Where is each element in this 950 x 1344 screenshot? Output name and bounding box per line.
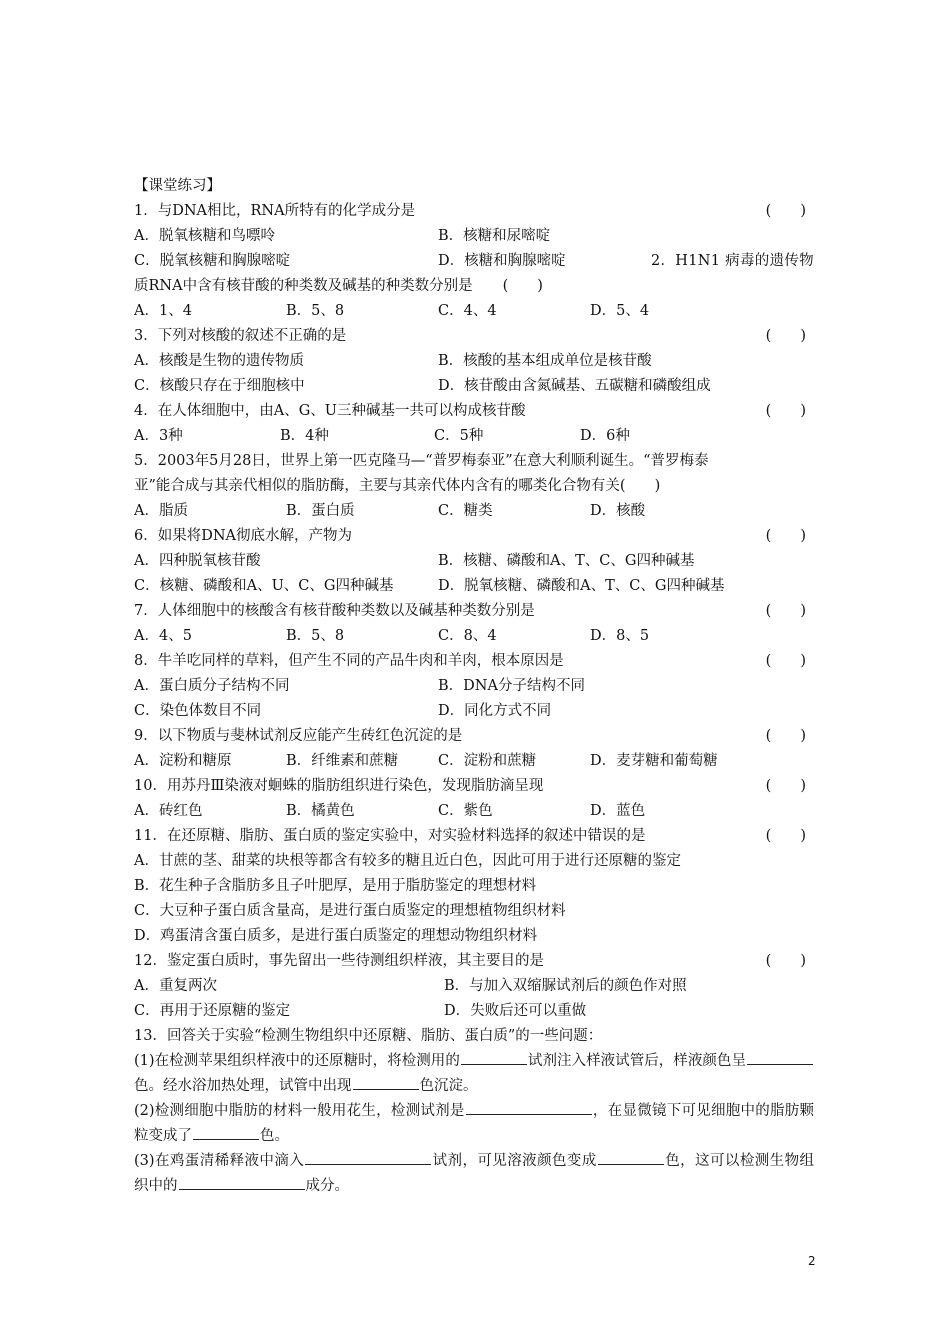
answer-blank[interactable] (461, 1050, 527, 1065)
part-text: 色，这可以检测生物组织中的 (134, 1153, 815, 1194)
option-d: D．鸡蛋清含蛋白质多，是进行蛋白质鉴定的理想动物组织材料 (134, 928, 538, 944)
page-number: 2 (808, 1254, 816, 1268)
part-text: 色沉淀。 (419, 1078, 478, 1094)
answer-blank[interactable] (353, 1075, 419, 1090)
option-a: A．重复两次 (134, 978, 217, 994)
option-c: C．糖类 (438, 503, 493, 519)
answer-bracket: ( ) (765, 653, 806, 669)
option-d: D．失败后还可以重做 (444, 1003, 587, 1019)
question-3 (134, 324, 814, 349)
question-10 (134, 774, 814, 799)
options-row (134, 499, 814, 524)
option-c: C．4、4 (438, 303, 497, 319)
options-row (134, 749, 814, 774)
options-row (134, 374, 814, 399)
question-stem: 9．以下物质与斐林试剂反应能产生砖红色沉淀的是 (134, 728, 463, 744)
option-b: B．DNA分子结构不同 (438, 678, 585, 694)
option-a: A．砖红色 (134, 803, 203, 819)
option-b: B．核糖、磷酸和A、T、C、G四种碱基 (438, 553, 695, 569)
options-row (134, 974, 814, 999)
option-c: C．核糖、磷酸和A、U、C、G四种碱基 (134, 578, 394, 594)
option-a: A．脱氧核糖和鸟嘌呤 (134, 228, 275, 244)
question-13: 13．回答关于实验“检测生物组织中还原糖、脂肪、蛋白质”的一些问题： (134, 1028, 603, 1044)
option-d: D．6种 (580, 428, 630, 444)
option-c: C．淀粉和蔗糖 (438, 753, 537, 769)
question-6 (134, 524, 814, 549)
options-row (134, 799, 814, 824)
option-c: C．染色体数目不同 (134, 703, 262, 719)
option-c: C．脱氧核糖和胸腺嘧啶 (134, 253, 291, 269)
options-row (134, 699, 814, 724)
question-4 (134, 399, 814, 424)
option-d: D．5、4 (590, 303, 650, 319)
question-stem: 12．鉴定蛋白质时，事先留出一些待测组织样液，其主要目的是 (134, 953, 544, 969)
question-stem: 6．如果将DNA彻底水解，产物为 (134, 528, 353, 544)
question-11 (134, 824, 814, 849)
option-d: D．脱氧核糖、磷酸和A、T、C、G四种碱基 (438, 578, 725, 594)
question-stem: 11．在还原糖、脂肪、蛋白质的鉴定实验中，对实验材料选择的叙述中错误的是 (134, 828, 646, 844)
option-b: B．蛋白质 (286, 503, 355, 519)
answer-bracket: ( ) (765, 203, 806, 219)
option-b: B．4种 (280, 428, 329, 444)
options-row (134, 349, 814, 374)
answer-blank[interactable] (193, 1125, 259, 1140)
option-c: C．大豆种子蛋白质含量高，是进行蛋白质鉴定的理想植物组织材料 (134, 903, 566, 919)
option-b: B．花生种子含脂肪多且子叶肥厚，是用于脂肪鉴定的理想材料 (134, 878, 537, 894)
option-b: B．5、8 (286, 628, 345, 644)
option-d: D．麦芽糖和葡萄糖 (590, 753, 718, 769)
answer-bracket: ( ) (765, 603, 806, 619)
question-stem: 质RNA中含有核苷酸的种类数及碱基的种类数分别是 (134, 278, 473, 294)
answer-bracket: ( ) (765, 528, 806, 544)
question-stem: 1．与DNA相比，RNA所特有的化学成分是 (134, 203, 416, 219)
option-a: A．四种脱氧核苷酸 (134, 553, 261, 569)
question-2 (134, 274, 814, 299)
option-a: A．甘蔗的茎、甜菜的块根等都含有较多的糖且近白色，因此可用于进行还原糖的鉴定 (134, 853, 681, 869)
question-13-part-1 (134, 1049, 814, 1099)
question-5-line-2: 亚”能合成与其亲代相似的脂肪酶，主要与其亲代体内含有的哪类化合物有关( ) (134, 478, 661, 494)
answer-blank[interactable] (305, 1150, 431, 1165)
question-stem: 7．人体细胞中的核酸含有核苷酸种类数以及碱基种类数分别是 (134, 603, 535, 619)
options-row (134, 624, 814, 649)
option-b: B．5、8 (286, 303, 345, 319)
question-stem: 2．H1N1 病毒的遗传物 (650, 253, 814, 269)
part-text: 成分。 (305, 1178, 349, 1194)
options-row (134, 299, 814, 324)
option-b: B．核糖和尿嘧啶 (438, 228, 551, 244)
options-row (134, 249, 814, 274)
question-7 (134, 599, 814, 624)
question-8 (134, 649, 814, 674)
option-c: C．紫色 (438, 803, 493, 819)
question-12 (134, 949, 814, 974)
option-c: C．5种 (434, 428, 484, 444)
question-stem: 4．在人体细胞中，由A、G、U三种碱基一共可以构成核苷酸 (134, 403, 526, 419)
option-b: B．橘黄色 (286, 803, 355, 819)
option-a: A．3种 (134, 428, 183, 444)
options-row (134, 224, 814, 249)
answer-bracket: ( ) (765, 828, 806, 844)
option-c: C．核酸只存在于细胞核中 (134, 378, 305, 394)
option-a: A．蛋白质分子结构不同 (134, 678, 290, 694)
question-stem: 8．牛羊吃同样的草料，但产生不同的产品牛肉和羊肉，根本原因是 (134, 653, 564, 669)
part-text: (2)检测细胞中脂肪的材料一般用花生，检测试剂是 (134, 1103, 465, 1119)
option-c: C．8、4 (438, 628, 497, 644)
option-d: D．8、5 (590, 628, 650, 644)
section-title: 【课堂练习】 (134, 178, 221, 194)
part-text: 色。经水浴加热处理，试管中出现 (134, 1078, 352, 1094)
answer-bracket: ( ) (765, 728, 806, 744)
answer-blank[interactable] (747, 1050, 813, 1065)
question-9 (134, 724, 814, 749)
answer-blank[interactable] (598, 1150, 664, 1165)
answer-bracket: ( ) (765, 953, 806, 969)
option-d: D．核糖和胸腺嘧啶 (438, 253, 566, 269)
option-c: C．再用于还原糖的鉴定 (134, 1003, 291, 1019)
question-13-part-2 (134, 1099, 814, 1149)
option-a: A．核酸是生物的遗传物质 (134, 353, 304, 369)
answer-bracket: ( ) (765, 778, 806, 794)
question-1 (134, 199, 814, 224)
option-a: A．4、5 (134, 628, 192, 644)
option-b: B．核酸的基本组成单位是核苷酸 (438, 353, 652, 369)
option-d: D．核苷酸由含氮碱基、五碳糖和磷酸组成 (438, 378, 711, 394)
option-a: A．淀粉和糖原 (134, 753, 232, 769)
option-d: D．同化方式不同 (438, 703, 552, 719)
option-d-with-q2-start (438, 249, 814, 274)
question-stem: 10．用苏丹Ⅲ染液对蛔蛛的脂肪组织进行染色，发现脂肪滴呈现 (134, 778, 544, 794)
question-13-part-3 (134, 1149, 814, 1199)
part-text: 色。 (260, 1128, 289, 1144)
part-text: 试剂，可见溶液颜色变成 (432, 1153, 597, 1169)
part-text: (3)在鸡蛋清稀释液中滴入 (134, 1153, 305, 1169)
options-row (134, 549, 814, 574)
answer-bracket: ( ) (502, 278, 543, 294)
options-row (134, 574, 814, 599)
answer-blank[interactable] (466, 1100, 592, 1115)
question-5-line-1: 5．2003年5月28日，世界上第一匹克隆马—“普罗梅泰亚”在意大利顺利诞生。“普罗梅泰 (134, 453, 709, 469)
options-row (134, 424, 814, 449)
option-b: B．纤维素和蔗糖 (286, 753, 399, 769)
exercise-content (134, 174, 814, 1199)
answer-blank[interactable] (179, 1175, 305, 1190)
part-text: 试剂注入样液试管后，样液颜色呈 (527, 1053, 747, 1069)
answer-bracket: ( ) (765, 328, 806, 344)
question-stem: 3．下列对核酸的叙述不正确的是 (134, 328, 347, 344)
option-d: D．核酸 (590, 503, 646, 519)
option-d: D．蓝色 (590, 803, 646, 819)
part-text: (1)在检测苹果组织样液中的还原糖时，将检测用的 (134, 1053, 460, 1069)
part-text: ，在显微镜下可见细胞中的脂肪颗粒变成了 (134, 1103, 815, 1144)
options-row (134, 999, 814, 1024)
answer-bracket: ( ) (765, 403, 806, 419)
option-a: A．1、4 (134, 303, 192, 319)
option-a: A．脂质 (134, 503, 188, 519)
option-b: B．与加入双缩脲试剂后的颜色作对照 (444, 978, 687, 994)
options-row (134, 674, 814, 699)
